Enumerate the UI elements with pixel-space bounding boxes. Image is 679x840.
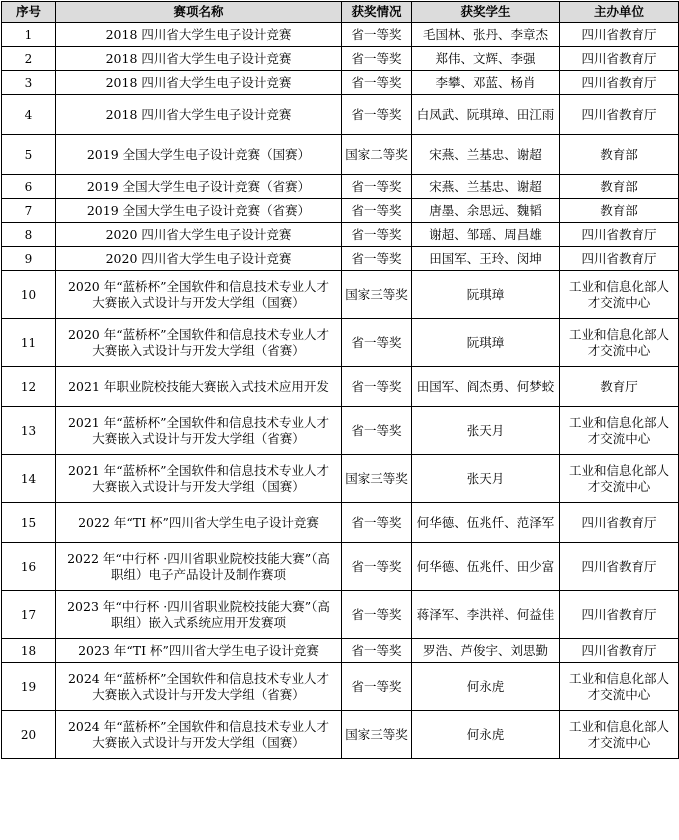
cell-students: 谢超、邹瑶、周昌雄 bbox=[412, 223, 560, 247]
cell-award: 省一等奖 bbox=[342, 407, 412, 455]
table-row bbox=[2, 199, 679, 223]
cell-organizer: 四川省教育厅 bbox=[560, 543, 679, 591]
table-row bbox=[2, 71, 679, 95]
cell-competition-name: 2019 全国大学生电子设计竞赛（国赛） bbox=[56, 135, 342, 175]
header-no: 序号 bbox=[2, 2, 56, 23]
cell-organizer: 工业和信息化部人才交流中心 bbox=[560, 455, 679, 503]
cell-no: 12 bbox=[2, 367, 56, 407]
cell-competition-name: 2020 年“蓝桥杯”全国软件和信息技术专业人才大赛嵌入式设计与开发大学组（国赛） bbox=[56, 271, 342, 319]
cell-students: 田国军、王玲、闵坤 bbox=[412, 247, 560, 271]
cell-competition-name: 2018 四川省大学生电子设计竞赛 bbox=[56, 23, 342, 47]
cell-organizer: 工业和信息化部人才交流中心 bbox=[560, 663, 679, 711]
cell-organizer: 教育部 bbox=[560, 175, 679, 199]
cell-competition-name: 2019 全国大学生电子设计竞赛（省赛） bbox=[56, 199, 342, 223]
cell-no: 20 bbox=[2, 711, 56, 759]
cell-award: 省一等奖 bbox=[342, 639, 412, 663]
cell-students: 宋燕、兰基忠、谢超 bbox=[412, 175, 560, 199]
cell-no: 17 bbox=[2, 591, 56, 639]
header-award: 获奖情况 bbox=[342, 2, 412, 23]
table-row bbox=[2, 711, 679, 759]
cell-organizer: 四川省教育厅 bbox=[560, 23, 679, 47]
cell-competition-name: 2020 四川省大学生电子设计竞赛 bbox=[56, 247, 342, 271]
cell-no: 8 bbox=[2, 223, 56, 247]
cell-award: 国家二等奖 bbox=[342, 135, 412, 175]
table-row bbox=[2, 407, 679, 455]
header-students: 获奖学生 bbox=[412, 2, 560, 23]
table-row bbox=[2, 663, 679, 711]
cell-award: 省一等奖 bbox=[342, 367, 412, 407]
cell-no: 15 bbox=[2, 503, 56, 543]
cell-students: 蒋泽军、李洪祥、何益佳 bbox=[412, 591, 560, 639]
cell-organizer: 四川省教育厅 bbox=[560, 71, 679, 95]
cell-no: 16 bbox=[2, 543, 56, 591]
cell-no: 10 bbox=[2, 271, 56, 319]
cell-no: 13 bbox=[2, 407, 56, 455]
cell-award: 国家三等奖 bbox=[342, 455, 412, 503]
cell-organizer: 四川省教育厅 bbox=[560, 503, 679, 543]
cell-award: 省一等奖 bbox=[342, 319, 412, 367]
cell-no: 6 bbox=[2, 175, 56, 199]
cell-organizer: 四川省教育厅 bbox=[560, 639, 679, 663]
cell-competition-name: 2018 四川省大学生电子设计竞赛 bbox=[56, 71, 342, 95]
cell-students: 何华德、伍兆仟、田少富 bbox=[412, 543, 560, 591]
table-row bbox=[2, 319, 679, 367]
cell-competition-name: 2022 年“中行杯 ·四川省职业院校技能大赛”（高职组）电子产品设计及制作赛项 bbox=[56, 543, 342, 591]
cell-no: 1 bbox=[2, 23, 56, 47]
table-row bbox=[2, 247, 679, 271]
table-row bbox=[2, 591, 679, 639]
cell-competition-name: 2019 全国大学生电子设计竞赛（省赛） bbox=[56, 175, 342, 199]
cell-students: 唐墨、余思远、魏韬 bbox=[412, 199, 560, 223]
cell-competition-name: 2021 年“蓝桥杯”全国软件和信息技术专业人才大赛嵌入式设计与开发大学组（省赛） bbox=[56, 407, 342, 455]
cell-award: 省一等奖 bbox=[342, 223, 412, 247]
table-row bbox=[2, 367, 679, 407]
cell-no: 19 bbox=[2, 663, 56, 711]
cell-students: 阮琪璋 bbox=[412, 319, 560, 367]
cell-no: 7 bbox=[2, 199, 56, 223]
cell-award: 省一等奖 bbox=[342, 71, 412, 95]
header-organizer: 主办单位 bbox=[560, 2, 679, 23]
cell-organizer: 工业和信息化部人才交流中心 bbox=[560, 407, 679, 455]
cell-students: 张天月 bbox=[412, 407, 560, 455]
cell-award: 省一等奖 bbox=[342, 543, 412, 591]
cell-competition-name: 2020 四川省大学生电子设计竞赛 bbox=[56, 223, 342, 247]
table-row bbox=[2, 23, 679, 47]
cell-no: 2 bbox=[2, 47, 56, 71]
cell-students: 何永虎 bbox=[412, 711, 560, 759]
cell-students: 李攀、邓蓝、杨肖 bbox=[412, 71, 560, 95]
cell-award: 省一等奖 bbox=[342, 591, 412, 639]
cell-competition-name: 2023 年“TI 杯”四川省大学生电子设计竞赛 bbox=[56, 639, 342, 663]
cell-students: 阮琪璋 bbox=[412, 271, 560, 319]
table-row bbox=[2, 47, 679, 71]
header-row bbox=[2, 2, 679, 23]
cell-competition-name: 2018 四川省大学生电子设计竞赛 bbox=[56, 47, 342, 71]
table-row bbox=[2, 503, 679, 543]
awards-table bbox=[1, 1, 679, 759]
cell-competition-name: 2022 年“TI 杯”四川省大学生电子设计竞赛 bbox=[56, 503, 342, 543]
cell-organizer: 四川省教育厅 bbox=[560, 223, 679, 247]
cell-competition-name: 2024 年“蓝桥杯”全国软件和信息技术专业人才大赛嵌入式设计与开发大学组（国赛） bbox=[56, 711, 342, 759]
cell-students: 张天月 bbox=[412, 455, 560, 503]
cell-award: 国家三等奖 bbox=[342, 271, 412, 319]
cell-organizer: 教育部 bbox=[560, 199, 679, 223]
cell-students: 宋燕、兰基忠、谢超 bbox=[412, 135, 560, 175]
cell-competition-name: 2020 年“蓝桥杯”全国软件和信息技术专业人才大赛嵌入式设计与开发大学组（省赛） bbox=[56, 319, 342, 367]
table-row bbox=[2, 639, 679, 663]
header-competition-name: 赛项名称 bbox=[56, 2, 342, 23]
cell-no: 9 bbox=[2, 247, 56, 271]
cell-competition-name: 2021 年“蓝桥杯”全国软件和信息技术专业人才大赛嵌入式设计与开发大学组（国赛） bbox=[56, 455, 342, 503]
cell-organizer: 四川省教育厅 bbox=[560, 47, 679, 71]
table-row bbox=[2, 543, 679, 591]
cell-no: 18 bbox=[2, 639, 56, 663]
cell-students: 罗浩、芦俊宇、刘思勤 bbox=[412, 639, 560, 663]
cell-organizer: 工业和信息化部人才交流中心 bbox=[560, 271, 679, 319]
cell-award: 省一等奖 bbox=[342, 23, 412, 47]
cell-competition-name: 2021 年职业院校技能大赛嵌入式技术应用开发 bbox=[56, 367, 342, 407]
cell-organizer: 四川省教育厅 bbox=[560, 247, 679, 271]
table-row bbox=[2, 135, 679, 175]
table-row bbox=[2, 175, 679, 199]
cell-students: 何华德、伍兆仟、范泽军 bbox=[412, 503, 560, 543]
table-row bbox=[2, 271, 679, 319]
cell-students: 何永虎 bbox=[412, 663, 560, 711]
cell-no: 3 bbox=[2, 71, 56, 95]
cell-award: 省一等奖 bbox=[342, 503, 412, 543]
cell-students: 毛国林、张丹、李章杰 bbox=[412, 23, 560, 47]
cell-award: 省一等奖 bbox=[342, 663, 412, 711]
table-row bbox=[2, 95, 679, 135]
cell-students: 田国军、阎杰勇、何梦蛟 bbox=[412, 367, 560, 407]
table-header bbox=[2, 2, 679, 23]
cell-no: 5 bbox=[2, 135, 56, 175]
cell-students: 白凤武、阮琪璋、田江雨 bbox=[412, 95, 560, 135]
table-row bbox=[2, 455, 679, 503]
cell-award: 国家三等奖 bbox=[342, 711, 412, 759]
cell-competition-name: 2023 年“中行杯 ·四川省职业院校技能大赛”（高职组）嵌入式系统应用开发赛项 bbox=[56, 591, 342, 639]
cell-no: 4 bbox=[2, 95, 56, 135]
cell-no: 14 bbox=[2, 455, 56, 503]
cell-award: 省一等奖 bbox=[342, 247, 412, 271]
cell-competition-name: 2018 四川省大学生电子设计竞赛 bbox=[56, 95, 342, 135]
cell-organizer: 教育部 bbox=[560, 135, 679, 175]
cell-organizer: 工业和信息化部人才交流中心 bbox=[560, 319, 679, 367]
cell-organizer: 四川省教育厅 bbox=[560, 591, 679, 639]
cell-organizer: 四川省教育厅 bbox=[560, 95, 679, 135]
table-body bbox=[2, 23, 679, 759]
cell-award: 省一等奖 bbox=[342, 199, 412, 223]
cell-award: 省一等奖 bbox=[342, 95, 412, 135]
cell-competition-name: 2024 年“蓝桥杯”全国软件和信息技术专业人才大赛嵌入式设计与开发大学组（省赛） bbox=[56, 663, 342, 711]
cell-award: 省一等奖 bbox=[342, 47, 412, 71]
cell-no: 11 bbox=[2, 319, 56, 367]
cell-organizer: 教育厅 bbox=[560, 367, 679, 407]
cell-students: 郑伟、文辉、李强 bbox=[412, 47, 560, 71]
table-row bbox=[2, 223, 679, 247]
cell-organizer: 工业和信息化部人才交流中心 bbox=[560, 711, 679, 759]
cell-award: 省一等奖 bbox=[342, 175, 412, 199]
